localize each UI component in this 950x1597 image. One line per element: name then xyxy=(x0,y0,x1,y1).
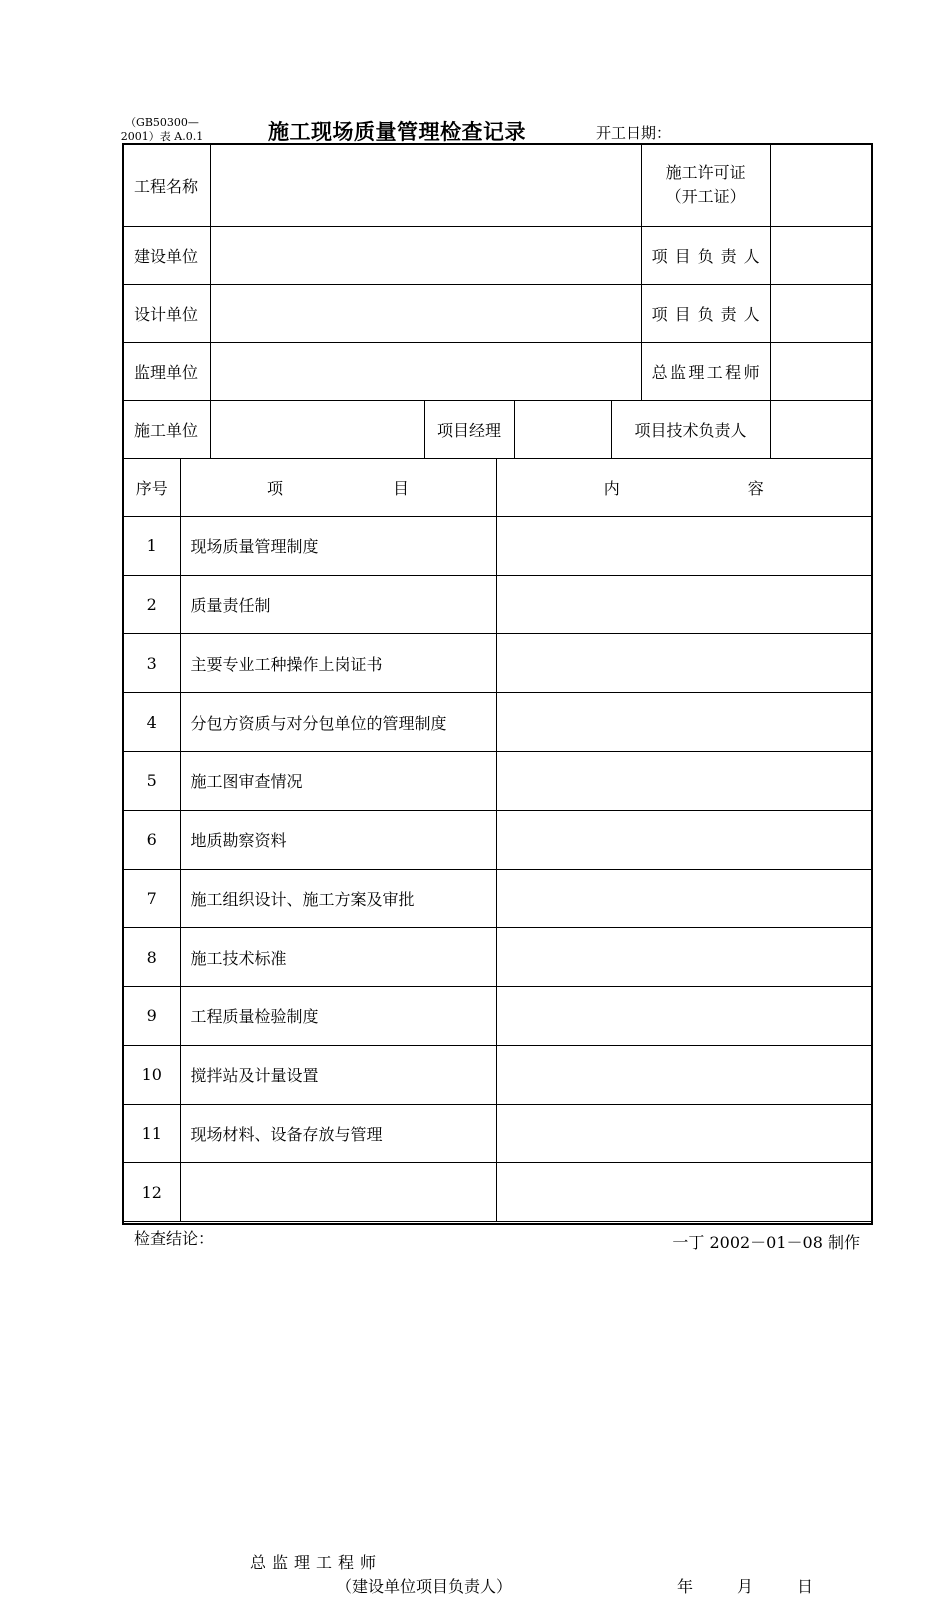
item-header-a: 项 xyxy=(266,478,283,498)
item-content[interactable] xyxy=(496,1045,872,1104)
item-content[interactable] xyxy=(496,693,872,752)
item-name: 主要专业工种操作上岗证书 xyxy=(180,634,496,693)
item-name: 搅拌站及计量设置 xyxy=(180,1045,496,1104)
item-content[interactable] xyxy=(496,869,872,928)
item-no: 8 xyxy=(123,928,180,987)
item-content[interactable] xyxy=(496,1163,872,1222)
content-header xyxy=(496,458,872,516)
item-content[interactable] xyxy=(496,1104,872,1163)
supervision-row xyxy=(123,342,872,400)
chief-engineer-label: 总监理工程师 xyxy=(250,1553,383,1573)
item-no: 5 xyxy=(123,752,180,811)
item-no: 4 xyxy=(123,693,180,752)
item-row xyxy=(123,1163,872,1222)
item-row xyxy=(123,869,872,928)
item-row xyxy=(123,634,872,693)
item-name: 地质勘察资料 xyxy=(180,810,496,869)
form-code xyxy=(112,116,212,144)
item-name: 现场质量管理制度 xyxy=(180,516,496,575)
item-header-b: 目 xyxy=(393,478,410,498)
permit-label: 施工许可证（开工证） xyxy=(641,144,770,226)
item-name: 施工图审查情况 xyxy=(180,752,496,811)
item-no: 11 xyxy=(123,1104,180,1163)
design-value[interactable] xyxy=(210,284,641,342)
project-manager-label: 项目经理 xyxy=(424,400,514,458)
permit-value[interactable] xyxy=(770,144,872,226)
item-content[interactable] xyxy=(496,516,872,575)
supervision-value[interactable] xyxy=(210,342,641,400)
month-label: 月 xyxy=(737,1577,754,1597)
item-name: 质量责任制 xyxy=(180,575,496,634)
design-person-label: 项目负责人 xyxy=(641,284,770,342)
tech-lead-value[interactable] xyxy=(770,400,872,458)
item-no: 9 xyxy=(123,987,180,1046)
form-code-line1: （GB50300— xyxy=(125,116,199,129)
form-code-line2: 2001）表 A.0.1 xyxy=(120,130,204,143)
owner-value[interactable] xyxy=(210,226,641,284)
owner-row xyxy=(123,226,872,284)
item-no: 3 xyxy=(123,634,180,693)
item-content[interactable] xyxy=(496,752,872,811)
day-label: 日 xyxy=(797,1577,814,1597)
item-no: 10 xyxy=(123,1045,180,1104)
item-row xyxy=(123,516,872,575)
owner-label: 建设单位 xyxy=(123,226,210,284)
item-name xyxy=(180,1163,496,1222)
supervision-person-value[interactable] xyxy=(770,342,872,400)
item-no: 2 xyxy=(123,575,180,634)
item-name: 施工组织设计、施工方案及审批 xyxy=(180,869,496,928)
supervision-person-label: 总监理工程师 xyxy=(641,342,770,400)
conclusion-row xyxy=(123,1222,872,1224)
owner-person-value[interactable] xyxy=(770,226,872,284)
footer-note: 一丁 2002－01－08 制作 xyxy=(672,1233,860,1252)
item-name: 分包方资质与对分包单位的管理制度 xyxy=(180,693,496,752)
item-name: 现场材料、设备存放与管理 xyxy=(180,1104,496,1163)
content-header-a: 内 xyxy=(603,478,620,498)
item-no: 6 xyxy=(123,810,180,869)
content-header-b: 容 xyxy=(747,478,764,498)
construction-value[interactable] xyxy=(210,400,424,458)
item-row xyxy=(123,752,872,811)
supervision-label: 监理单位 xyxy=(123,342,210,400)
project-manager-value[interactable] xyxy=(514,400,611,458)
item-row xyxy=(123,693,872,752)
seq-header: 序号 xyxy=(123,458,180,516)
project-name-label: 工程名称 xyxy=(123,144,210,226)
item-row xyxy=(123,575,872,634)
item-content[interactable] xyxy=(496,810,872,869)
item-row xyxy=(123,1104,872,1163)
item-no: 1 xyxy=(123,516,180,575)
item-row xyxy=(123,810,872,869)
item-row xyxy=(123,987,872,1046)
item-no: 12 xyxy=(123,1163,180,1222)
sign-date xyxy=(677,1574,813,1597)
owner-person-label: 项目负责人 xyxy=(641,226,770,284)
item-row xyxy=(123,1045,872,1104)
project-name-value[interactable] xyxy=(210,144,641,226)
item-header xyxy=(180,458,496,516)
item-content[interactable] xyxy=(496,634,872,693)
conclusion-label: 检查结论： xyxy=(134,1229,215,1249)
owner-person-sign-label: （建设单位项目负责人） xyxy=(336,1577,513,1597)
item-content[interactable] xyxy=(496,928,872,987)
item-content[interactable] xyxy=(496,575,872,634)
construction-label: 施工单位 xyxy=(123,400,210,458)
year-label: 年 xyxy=(677,1577,694,1597)
tech-lead-label: 项目技术负责人 xyxy=(611,400,770,458)
item-no: 7 xyxy=(123,869,180,928)
page-title: 施工现场质量管理检查记录 xyxy=(268,119,526,144)
item-name: 工程质量检验制度 xyxy=(180,987,496,1046)
item-content[interactable] xyxy=(496,987,872,1046)
design-row xyxy=(123,284,872,342)
item-row xyxy=(123,928,872,987)
construction-row xyxy=(123,400,872,458)
items-header-row xyxy=(123,458,872,516)
item-name: 施工技术标准 xyxy=(180,928,496,987)
design-label: 设计单位 xyxy=(123,284,210,342)
design-person-value[interactable] xyxy=(770,284,872,342)
start-date-label: 开工日期： xyxy=(596,124,672,142)
project-name-row xyxy=(123,144,872,226)
